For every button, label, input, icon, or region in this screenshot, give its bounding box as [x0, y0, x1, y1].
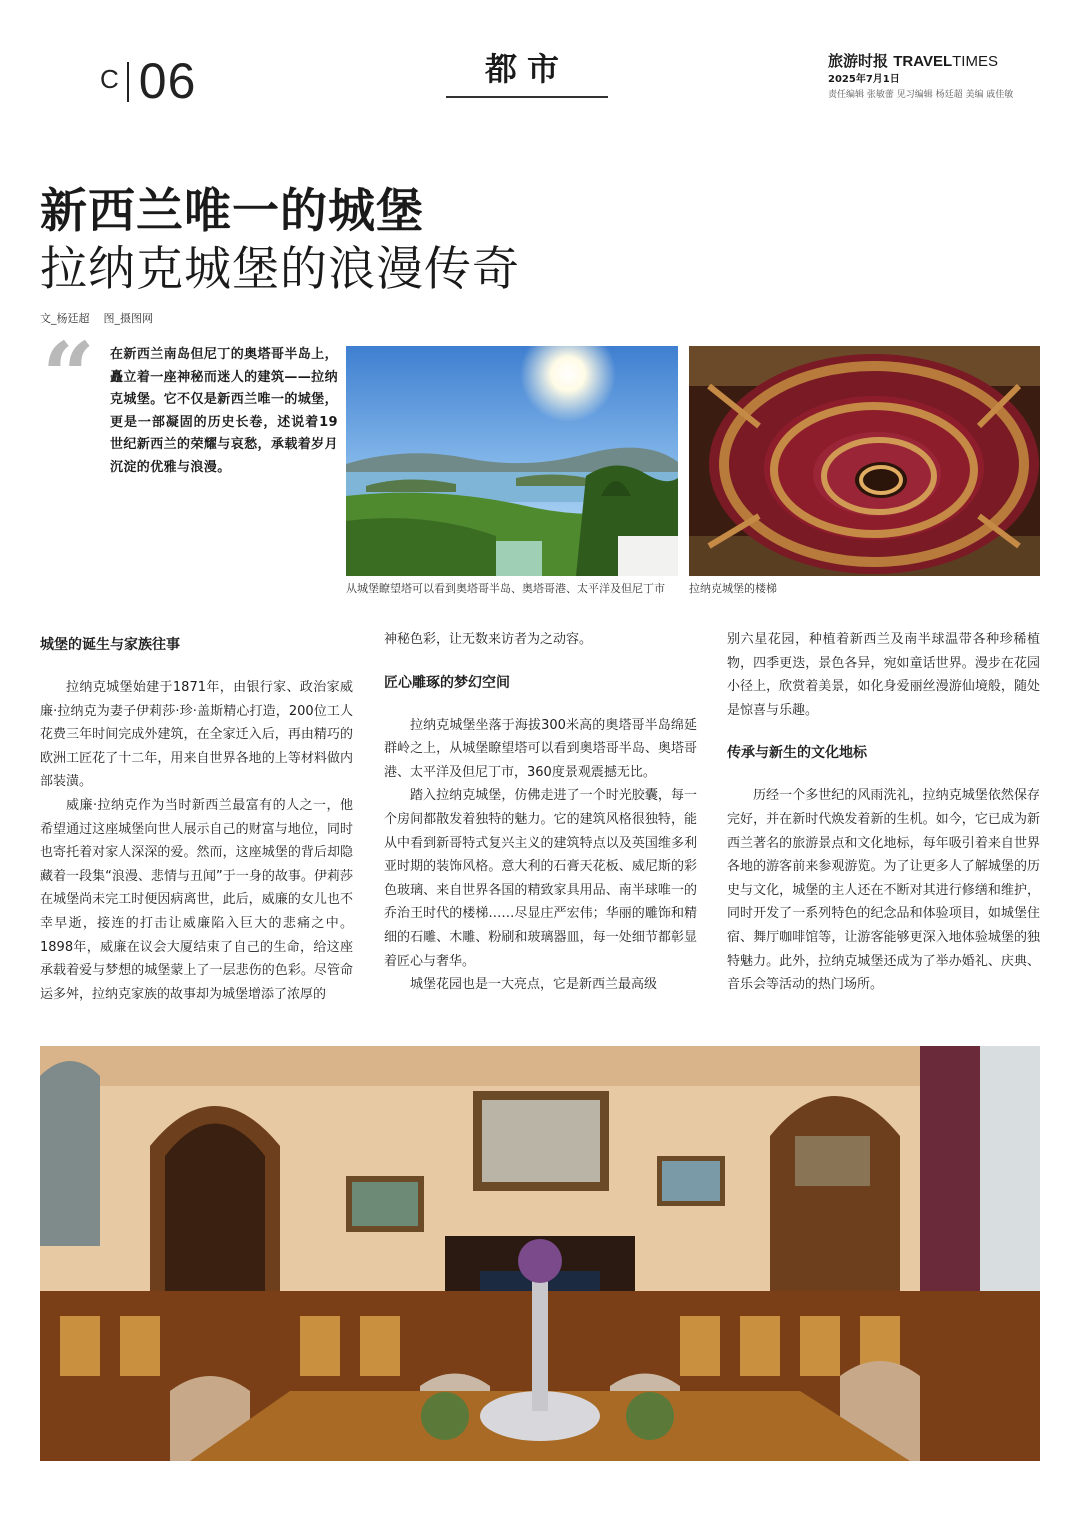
masthead-en: TRAVELTIMES	[893, 53, 998, 70]
paragraph: 城堡花园也是一大亮点，它是新西兰最高级	[410, 977, 658, 993]
masthead	[828, 50, 998, 71]
page-number	[100, 52, 196, 110]
paragraph-continued: 神秘色彩，让无数来访者为之动容。	[384, 632, 593, 647]
quote-mark-icon: “	[42, 322, 95, 430]
paragraph: 历经一个多世纪的风雨洗礼，拉纳克城堡依然保存完好，并在新时代焕发着新的生机。如今，它已成为新西兰著名的旅游景点和文化地标，每年吸引着来自世界各地的游客前来参观游览。为了让更多人了解城堡的历史与文化，城堡的主人还在不断对其进行修缮和维护，同时开发了一系列特色的纪念品和体验项目，如城堡住宿、舞厅咖啡馆等，让游客能够更深入地体验城堡的独特魅力。此外，拉纳克城堡还成为了举办婚礼、庆典、音乐会等活动的热门场所。	[727, 788, 1040, 993]
paragraph-continued: 别六星花园，种植着新西兰及南半球温带各种珍稀植物，四季更迭，景色各异，宛如童话世界。漫步在花园小径上，欣赏着美景，如化身爱丽丝漫游仙境般，随处是惊喜与乐趣。	[727, 632, 1040, 718]
article-column-1	[40, 628, 353, 1006]
issue-date: 2025年7月1日	[828, 74, 900, 85]
article-column-2	[384, 628, 697, 997]
section-title: 都市	[484, 50, 569, 88]
caption-staircase: 拉纳克城堡的楼梯	[689, 582, 777, 595]
paragraph: 拉纳克城堡坐落于海拔300米高的奥塔哥半岛绵延群岭之上，从城堡瞭望塔可以看到奥塔哥半岛、奥塔哥港、太平洋及但尼丁市，360度景观震撼无比。	[384, 717, 697, 780]
intro-lead: 在新西兰南岛但尼丁的奥塔哥半岛上，矗立着一座神秘而迷人的建筑——拉纳克城堡。它不仅是新西兰唯一的城堡，更是一部凝固的历史长卷，述说着19世纪新西兰的荣耀与哀愁，承载着岁月沉淀的优雅与浪漫。	[110, 347, 338, 475]
paragraph: 威廉·拉纳克作为当时新西兰最富有的人之一，他希望通过这座城堡向世人展示自己的财富与地位，同时也寄托着对家人深深的爱。然而，这座城堡的背后却隐藏着一段集“浪漫、悲情与丑闻”于一身的故事。伊莉莎在城堡尚未完工时便因病离世，此后，威廉的女儿也不幸早逝，接连的打击让威廉陷入巨大的悲痛之中。1898年，威廉在议会大厦结束了自己的生命，给这座承载着爱与梦想的城堡蒙上了一层悲伤的色彩。尽管命运多舛，拉纳克家族的故事却为城堡增添了浓厚的	[40, 797, 353, 1002]
divider	[127, 62, 129, 102]
editors-credit: 责任编辑 张敏蕾 见习编辑 杨廷超 美编 戚佳敏	[828, 90, 1014, 100]
masthead-cn: 旅游时报	[828, 52, 889, 70]
photo-dining-room	[40, 1046, 1040, 1461]
article-column-3	[727, 628, 1040, 997]
page-number-value: 06	[138, 53, 197, 109]
byline-author: 文_杨廷超	[40, 312, 90, 325]
section-heading-craft: 匠心雕琢的梦幻空间	[384, 674, 510, 691]
headline-main: 新西兰唯一的城堡	[40, 184, 424, 239]
section-code: C	[100, 64, 121, 94]
section-heading-origin: 城堡的诞生与家族往事	[40, 637, 180, 653]
section-heading-heritage: 传承与新生的文化地标	[727, 745, 867, 762]
byline-photo: 图_摄图网	[103, 312, 153, 325]
caption-harbor: 从城堡瞭望塔可以看到奥塔哥半岛、奥塔哥港、太平洋及但尼丁市	[346, 582, 665, 595]
photo-harbor-view	[346, 346, 678, 576]
paragraph: 拉纳克城堡始建于1871年，由银行家、政治家威廉·拉纳克为妻子伊莉莎·珍·盖斯精心打造，200位工人花费三年时间完成外建筑，在全家迁入后，再由精巧的欧洲工匠花了十二年，用来自世界各地的上等材料做内部装潢。	[40, 680, 353, 790]
photo-staircase	[689, 346, 1040, 576]
section-rule	[446, 96, 608, 98]
headline-sub: 拉纳克城堡的浪漫传奇	[40, 242, 520, 297]
paragraph: 踏入拉纳克城堡，仿佛走进了一个时光胶囊，每一个房间都散发着独特的魅力。它的建筑风格很独特，能从中看到新哥特式复兴主义的建筑特点以及英国维多利亚时期的装饰风格。意大利的石膏天花板、威尼斯的彩色玻璃、来自世界各国的精致家具用品、南半球唯一的乔治王时代的楼梯……尽显庄严宏伟；华丽的雕饰和精细的石雕、木雕、粉刷和玻璃器皿，每一处细节都彰显着匠心与奢华。	[384, 788, 697, 969]
